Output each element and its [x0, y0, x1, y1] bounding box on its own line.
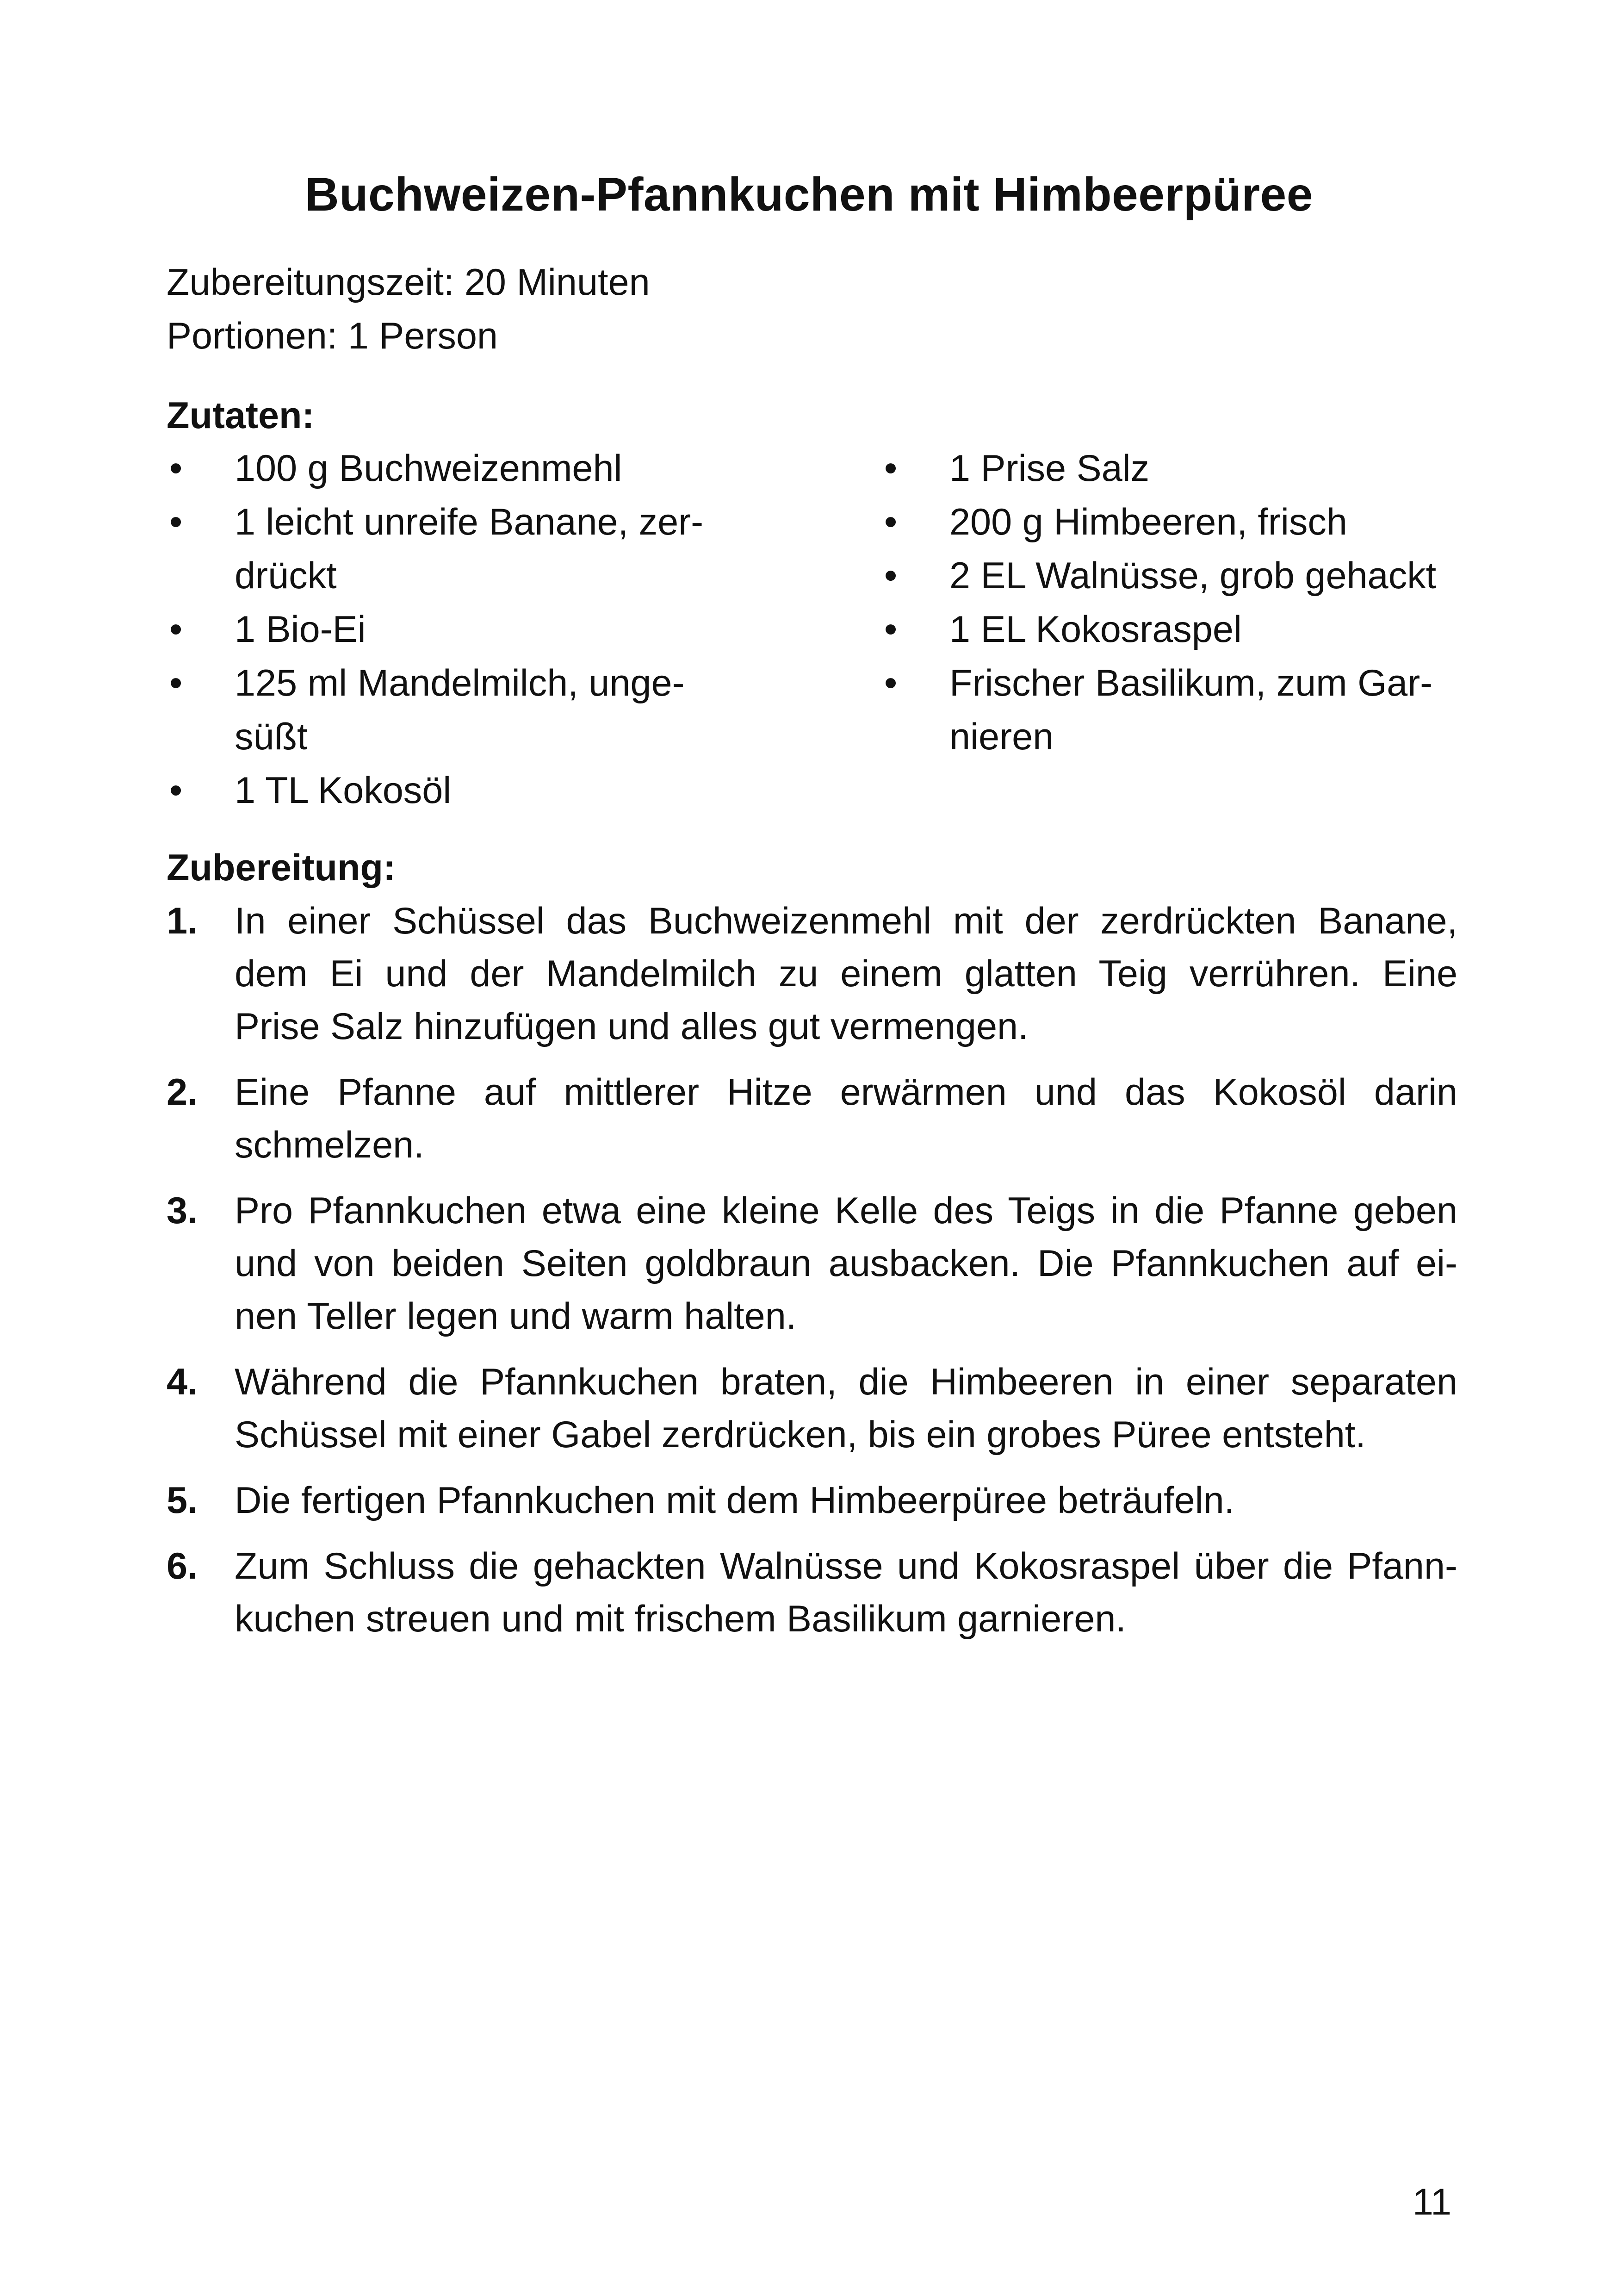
ingredient-text: 2 EL Walnüsse, grob gehackt — [949, 555, 1437, 597]
ingredient-text: 1 TL Kokosöl — [235, 770, 452, 811]
ingredient-item — [881, 656, 1469, 764]
bullet-icon: • — [169, 501, 183, 543]
step-item — [167, 1184, 1457, 1343]
bullet-icon: • — [884, 448, 898, 489]
step-number: 2. — [167, 1071, 198, 1113]
step-text: Zum Schluss die gehackten Walnüsse und Kokosraspel über die Pfann- — [235, 1545, 1457, 1587]
step-item — [167, 895, 1457, 1053]
bullet-icon: • — [884, 662, 898, 704]
ingredient-text: süßt — [235, 716, 308, 758]
bullet-icon: • — [884, 555, 898, 597]
step-item — [167, 1356, 1457, 1461]
ingredient-text: 100 g Buchweizenmehl — [235, 448, 622, 489]
ingredients-list-right — [881, 442, 1469, 764]
step-number: 6. — [167, 1545, 198, 1587]
step-number: 1. — [167, 900, 198, 942]
step-number: 4. — [167, 1361, 198, 1403]
ingredient-item — [167, 442, 740, 495]
ingredient-item — [167, 656, 740, 764]
portions: Portionen: 1 Person — [167, 315, 498, 357]
step-text: und von beiden Seiten goldbraun ausbacken. Die Pfannkuchen auf ei- — [235, 1243, 1457, 1284]
ingredient-text: drückt — [235, 555, 337, 597]
step-item — [167, 1474, 1457, 1527]
step-text: Schüssel mit einer Gabel zerdrücken, bis ein grobes Püree entsteht. — [235, 1414, 1366, 1456]
bullet-icon: • — [169, 662, 183, 704]
page-number: 11 — [1412, 2181, 1451, 2223]
step-text: kuchen streuen und mit frischem Basilikum garnieren. — [235, 1598, 1126, 1640]
preparation-steps — [167, 895, 1457, 1658]
step-item — [167, 1066, 1457, 1171]
ingredient-item — [881, 603, 1469, 656]
ingredients-heading: Zutaten: — [167, 395, 315, 436]
ingredient-text: 1 leicht unreife Banane, zer- — [235, 501, 704, 543]
bullet-icon: • — [169, 448, 183, 489]
bullet-icon: • — [884, 501, 898, 543]
ingredient-item — [167, 495, 740, 603]
ingredient-item — [881, 549, 1469, 603]
ingredient-item — [881, 495, 1469, 549]
ingredient-text: 1 EL Kokosraspel — [949, 609, 1242, 650]
step-text: Die fertigen Pfannkuchen mit dem Himbeerpüree beträufeln. — [235, 1480, 1235, 1521]
bullet-icon: • — [884, 609, 898, 650]
ingredient-item — [167, 764, 740, 817]
preparation-heading: Zubereitung: — [167, 847, 396, 889]
step-text: In einer Schüssel das Buchweizenmehl mit der zerdrückten Banane, — [235, 900, 1457, 942]
bullet-icon: • — [169, 770, 183, 811]
ingredient-text: 1 Prise Salz — [949, 448, 1150, 489]
ingredient-text: 1 Bio-Ei — [235, 609, 366, 650]
step-text: Eine Pfanne auf mittlerer Hitze erwärmen und das Kokosöl darin — [235, 1071, 1457, 1113]
ingredient-text: Frischer Basilikum, zum Gar- — [949, 662, 1433, 704]
step-text: Während die Pfannkuchen braten, die Himbeeren in einer separaten — [235, 1361, 1457, 1403]
step-text: dem Ei und der Mandelmilch zu einem glatten Teig verrühren. Eine — [235, 953, 1457, 995]
step-text: schmelzen. — [235, 1124, 424, 1166]
step-text: Pro Pfannkuchen etwa eine kleine Kelle des Teigs in die Pfanne geben — [235, 1190, 1457, 1232]
ingredient-text: 125 ml Mandelmilch, unge- — [235, 662, 685, 704]
bullet-icon: • — [169, 609, 183, 650]
step-number: 5. — [167, 1480, 198, 1521]
step-text: nen Teller legen und warm halten. — [235, 1295, 797, 1337]
ingredient-item — [881, 442, 1469, 495]
ingredient-item — [167, 603, 740, 656]
prep-time: Zubereitungszeit: 20 Minuten — [167, 261, 650, 303]
step-text: Prise Salz hinzufügen und alles gut vermengen. — [235, 1006, 1029, 1047]
ingredient-text: 200 g Himbeeren, frisch — [949, 501, 1347, 543]
recipe-title: Buchweizen-Pfannkuchen mit Himbeerpüree — [305, 168, 1313, 221]
step-item — [167, 1540, 1457, 1645]
ingredient-text: nieren — [949, 716, 1054, 758]
ingredients-list-left — [167, 442, 740, 817]
step-number: 3. — [167, 1190, 198, 1232]
